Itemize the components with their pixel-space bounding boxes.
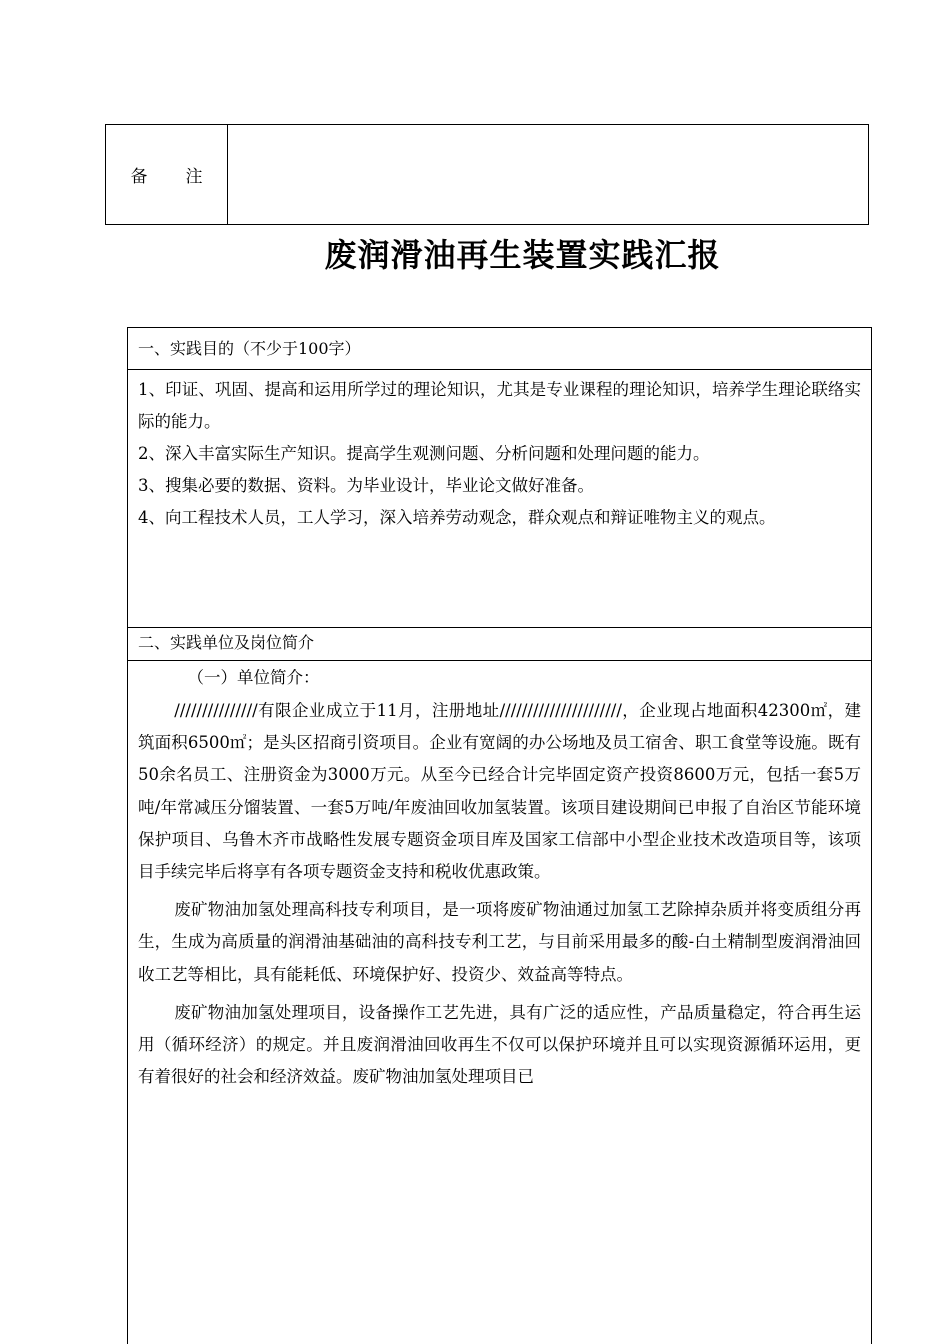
remark-label [106, 125, 228, 224]
remark-label-char-2: 注 [185, 167, 203, 187]
remark-content-cell [228, 125, 868, 224]
remark-label-char-1: 备 [130, 167, 148, 187]
unit-intro-paragraph-3: 废矿物油加氢处理项目，设备操作工艺先进，具有广泛的适应性，产品质量稳定，符合再生运用（循环经济）的规定。并且废润滑油回收再生不仅可以保护环境并且可以实现资源循环运用，更有着很好的社会和经济效益。废矿物油加氢处理项目已 [138, 1002, 861, 1087]
unit-intro-section [128, 661, 871, 1093]
section-heading-unit: 二、实践单位及岗位简介 [128, 628, 871, 661]
purpose-item-4: 4、向工程技术人员，工人学习，深入培养劳动观念，群众观点和辩证唯物主义的观点。 [138, 508, 776, 527]
purpose-item-1: 1、印证、巩固、提高和运用所学过的理论知识，尤其是专业课程的理论知识，培养学生理论联络实际的能力。 [138, 380, 861, 431]
purpose-section [128, 370, 871, 628]
unit-intro-subheading: （一）单位简介： [187, 668, 320, 687]
document-title: 废润滑油再生装置实践汇报 [324, 236, 721, 274]
report-table [127, 327, 872, 1344]
section-heading-purpose: 一、实践目的（不少于100字） [128, 328, 871, 370]
purpose-item-2: 2、深入丰富实际生产知识。提高学生观测问题、分析问题和处理问题的能力。 [138, 444, 710, 463]
unit-intro-paragraph-2: 废矿物油加氢处理高科技专利项目，是一项将废矿物油通过加氢工艺除掉杂质并将变质组分再生，生成为高质量的润滑油基础油的高科技专利工艺，与目前采用最多的酸-白土精制型废润滑油回收工艺等相比，具有能耗低、环境保护好、投资少、效益高等特点。 [138, 900, 861, 984]
unit-intro-paragraph-1: ///////////////有限企业成立于11月，注册地址//////////////////////，企业现占地面积42300㎡，建筑面积6500㎡；是头区招商引资项目。企业有宽阔的办公场地及员工宿舍、职工食堂等设施。既有50余名员工、注册资金为3000万元。从至今已经合计完毕固定资产投资8600万元，包括一套5万吨/年常减压分馏装置、一套5万吨/年废油回收加氢装置。该项目建设期间已申报了自治区节能环境保护项目、乌鲁木齐市战略性发展专题资金项目库及国家工信部中小型企业技术改造项目等，该项目手续完毕后将享有各项专题资金支持和税收优惠政策。 [138, 701, 861, 882]
purpose-item-3: 3、搜集必要的数据、资料。为毕业设计，毕业论文做好准备。 [138, 476, 594, 495]
remark-table [105, 124, 869, 225]
